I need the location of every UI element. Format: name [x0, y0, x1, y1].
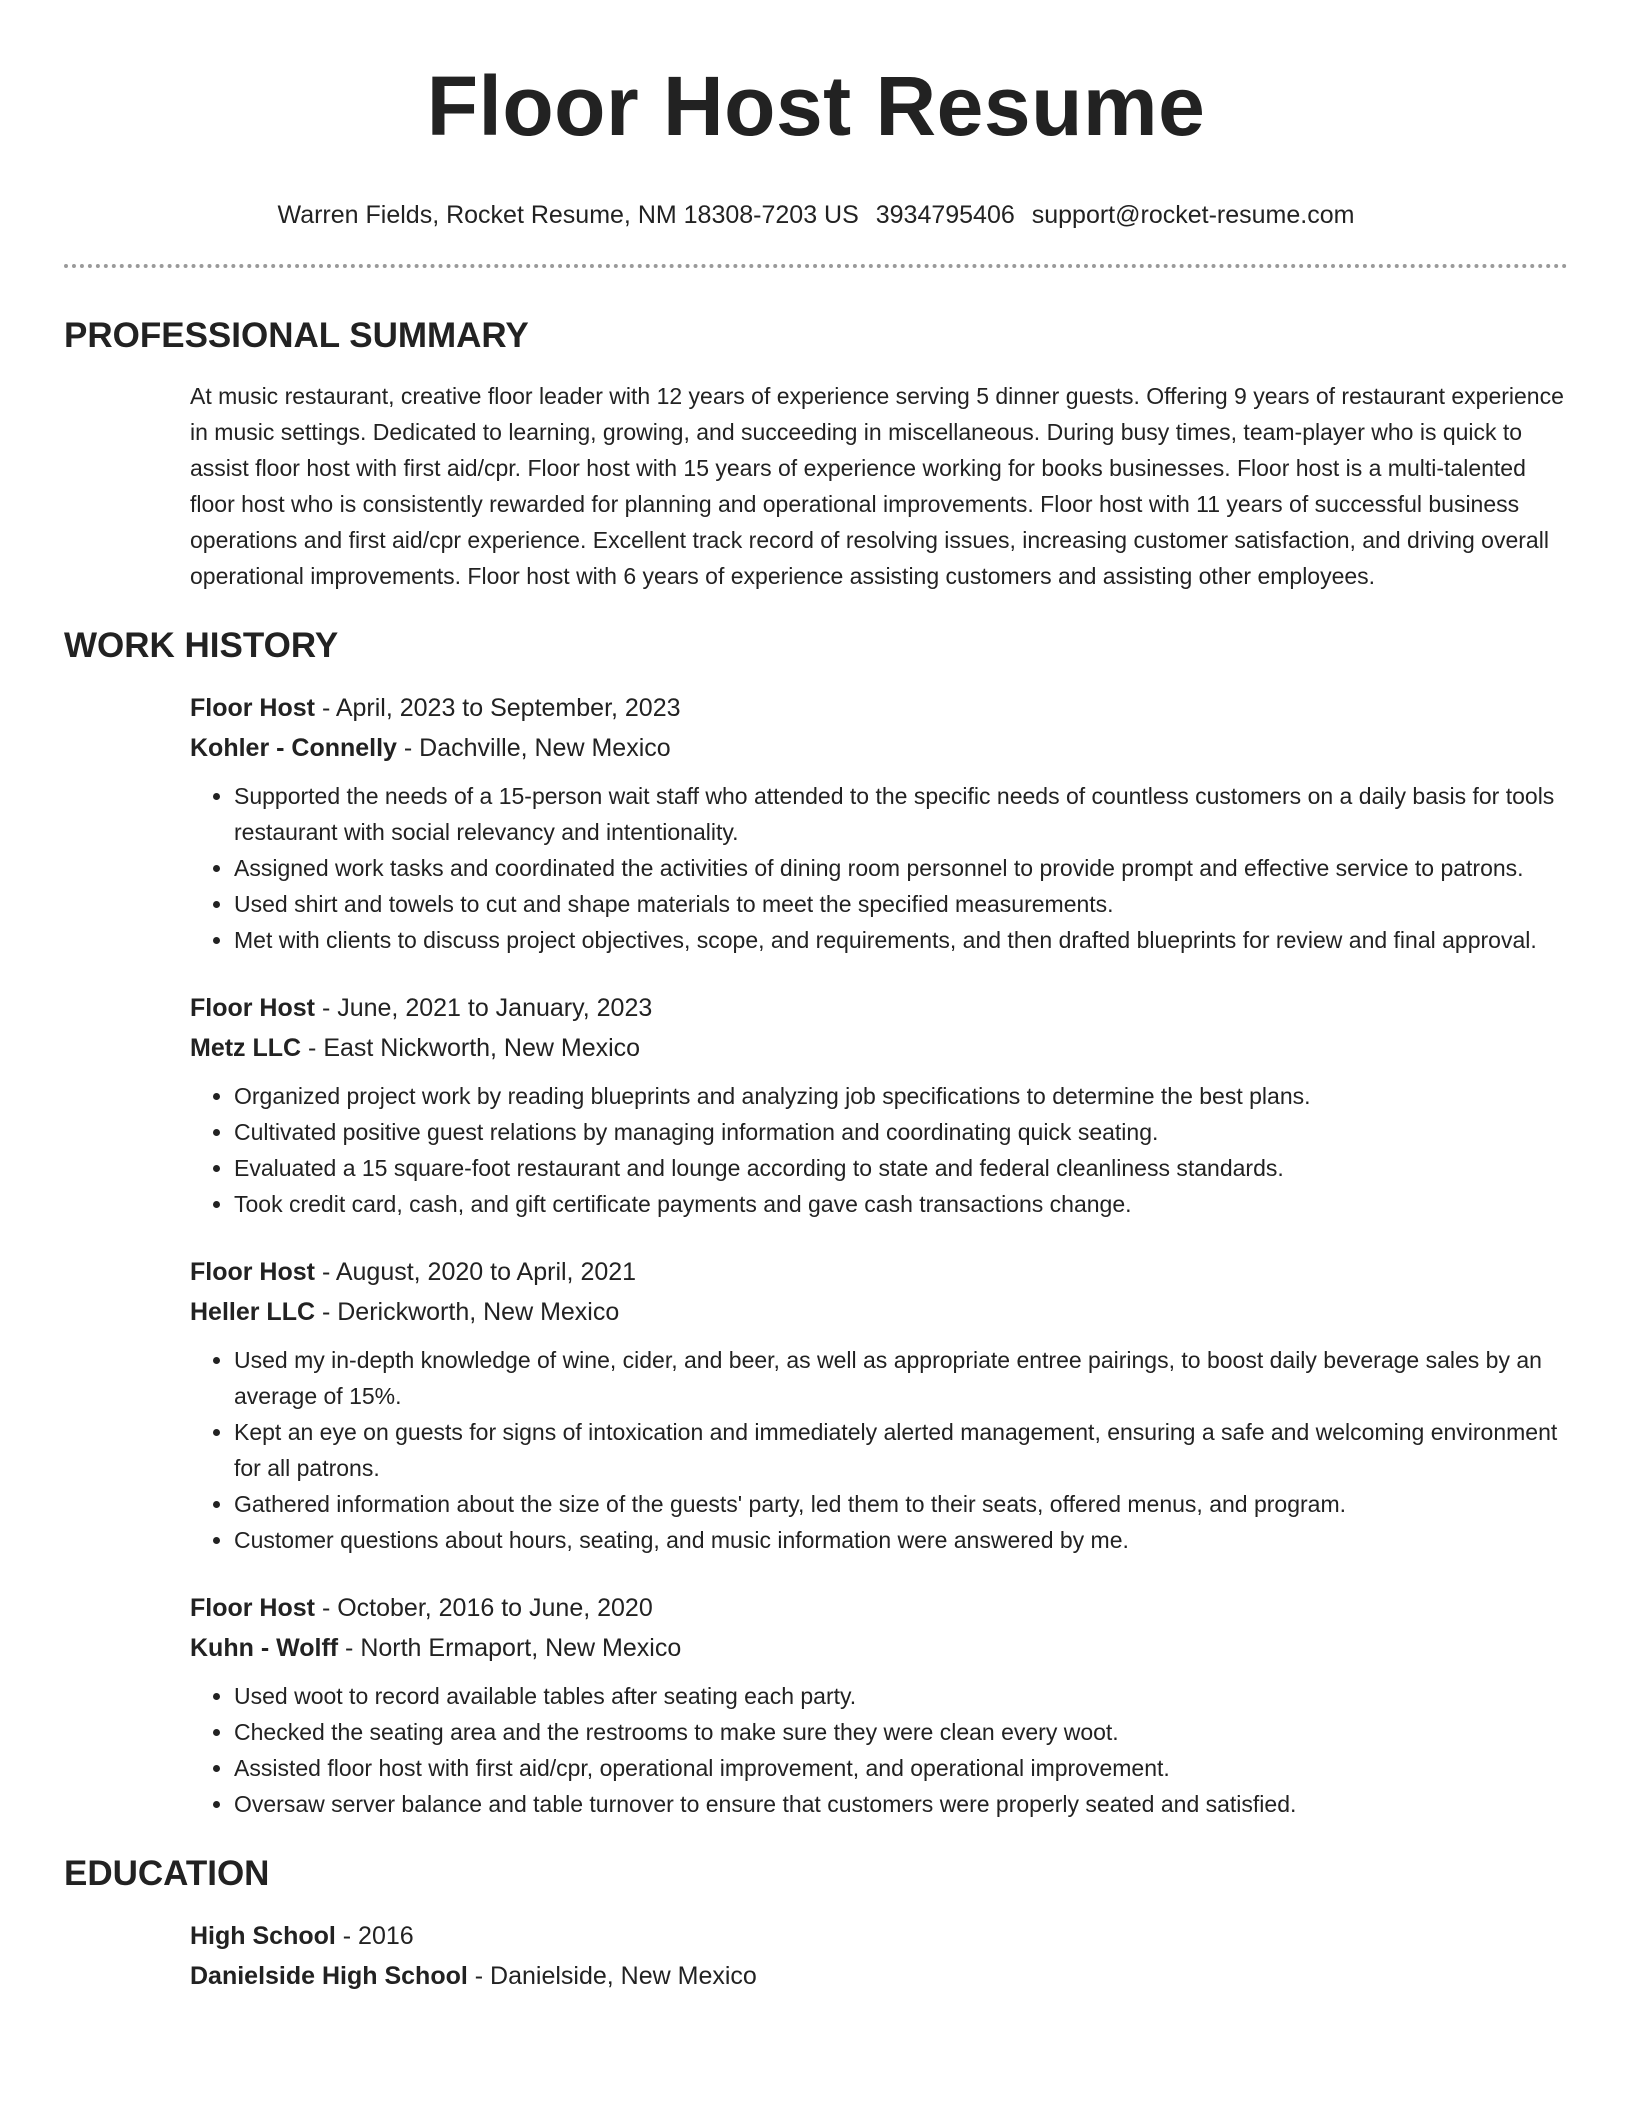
resume-page: [64, 0, 1568, 1996]
job-company: Heller LLC: [190, 1298, 316, 1326]
job-title-line: [190, 1252, 1568, 1292]
job-bullet: • Checked the seating area and the restrooms to make sure they were clean every woot.: [234, 1714, 1568, 1750]
job-title: Floor Host: [190, 994, 315, 1022]
work-history-heading: WORK HISTORY: [64, 626, 339, 665]
job-bullet: • Cultivated positive guest relations by managing information and coordinating quick seating.: [234, 1114, 1568, 1150]
job-location: - East Nickworth, New Mexico: [301, 1034, 641, 1062]
job-bullet: • Organized project work by reading blueprints and analyzing job specifications to determine the best plans.: [234, 1078, 1568, 1114]
job-entry: [190, 688, 1568, 958]
summary-heading: PROFESSIONAL SUMMARY: [64, 316, 529, 355]
job-company-line: [190, 728, 1568, 768]
job-bullets: [190, 1678, 1568, 1822]
education-year: - 2016: [335, 1922, 414, 1950]
job-title-line: [190, 1588, 1568, 1628]
job-bullet: • Assisted floor host with first aid/cpr, operational improvement, and operational improvement.: [234, 1750, 1568, 1786]
job-title: Floor Host: [190, 1258, 315, 1286]
contact-address: Warren Fields, Rocket Resume, NM 18308-7203 US: [277, 201, 859, 229]
job-title: Floor Host: [190, 694, 315, 722]
education-degree-line: [190, 1916, 1568, 1956]
job-bullet: • Kept an eye on guests for signs of intoxication and immediately alerted management, ensuring a safe and welcoming environment for all patrons.: [234, 1414, 1568, 1486]
job-location: - Derickworth, New Mexico: [315, 1298, 620, 1326]
job-entry: [190, 988, 1568, 1222]
job-bullets: [190, 778, 1568, 958]
job-bullet: • Evaluated a 15 square-foot restaurant and lounge according to state and federal cleanliness standards.: [234, 1150, 1568, 1186]
job-bullet: • Gathered information about the size of the guests' party, led them to their seats, offered menus, and program.: [234, 1486, 1568, 1522]
job-bullet: • Took credit card, cash, and gift certificate payments and gave cash transactions change.: [234, 1186, 1568, 1222]
job-bullet: • Customer questions about hours, seating, and music information were answered by me.: [234, 1522, 1568, 1558]
job-company: Metz LLC: [190, 1034, 302, 1062]
education-degree: High School: [190, 1922, 336, 1950]
education-location: - Danielside, New Mexico: [467, 1962, 757, 1990]
job-title-line: [190, 988, 1568, 1028]
education-school-line: [190, 1956, 1568, 1996]
job-title-line: [190, 688, 1568, 728]
job-bullet: • Used shirt and towels to cut and shape materials to meet the specified measurements.: [234, 886, 1568, 922]
education-heading: EDUCATION: [64, 1854, 270, 1893]
contact-line: [64, 198, 1568, 232]
job-company: Kuhn - Wolff: [190, 1634, 339, 1662]
job-location: - Dachville, New Mexico: [396, 734, 671, 762]
education-school: Danielside High School: [190, 1962, 468, 1990]
job-dates: - August, 2020 to April, 2021: [315, 1258, 637, 1286]
contact-email: support@rocket-resume.com: [1031, 201, 1355, 229]
job-company-line: [190, 1028, 1568, 1068]
summary-text: At music restaurant, creative floor leader with 12 years of experience serving 5 dinner guests. Offering 9 years of restaurant experience in music settings. Dedicated to learning, growing, and succeeding in miscellaneous. During busy times, team-player who is quick to assist floor host with first aid/cpr. Floor host with 15 years of experience working for books businesses. Floor host is a multi-talented floor host who is consistently rewarded for planning and operational improvements. Floor host with 11 years of successful business operations and first aid/cpr experience. Excellent track record of resolving issues, increasing customer satisfaction, and driving overall operational improvements. Floor host with 6 years of experience assisting customers and assisting other employees.: [190, 383, 1564, 589]
job-bullets: [190, 1342, 1568, 1558]
job-entry: [190, 1588, 1568, 1822]
job-bullet: • Assigned work tasks and coordinated the activities of dining room personnel to provide prompt and effective service to patrons.: [234, 850, 1568, 886]
job-bullet: • Supported the needs of a 15-person wait staff who attended to the specific needs of countless customers on a daily basis for tools restaurant with social relevancy and intentionality.: [234, 778, 1568, 850]
job-bullet: • Oversaw server balance and table turnover to ensure that customers were properly seated and satisfied.: [234, 1786, 1568, 1822]
job-entry: [190, 1252, 1568, 1558]
header-divider: [64, 264, 1568, 268]
job-bullet: • Used woot to record available tables after seating each party.: [234, 1678, 1568, 1714]
job-dates: - June, 2021 to January, 2023: [315, 994, 653, 1022]
job-title: Floor Host: [190, 1594, 315, 1622]
job-company: Kohler - Connelly: [190, 734, 397, 762]
job-bullet: • Met with clients to discuss project objectives, scope, and requirements, and then drafted blueprints for review and final approval.: [234, 922, 1568, 958]
resume-title: Floor Host Resume: [426, 59, 1206, 153]
job-location: - North Ermaport, New Mexico: [338, 1634, 682, 1662]
job-dates: - April, 2023 to September, 2023: [315, 694, 681, 722]
job-company-line: [190, 1292, 1568, 1332]
job-bullets: [190, 1078, 1568, 1222]
education-entry: [190, 1916, 1568, 1996]
job-company-line: [190, 1628, 1568, 1668]
job-bullet: • Used my in-depth knowledge of wine, cider, and beer, as well as appropriate entree pairings, to boost daily beverage sales by an average of 15%.: [234, 1342, 1568, 1414]
job-dates: - October, 2016 to June, 2020: [315, 1594, 653, 1622]
contact-phone: 3934795406: [875, 201, 1015, 229]
